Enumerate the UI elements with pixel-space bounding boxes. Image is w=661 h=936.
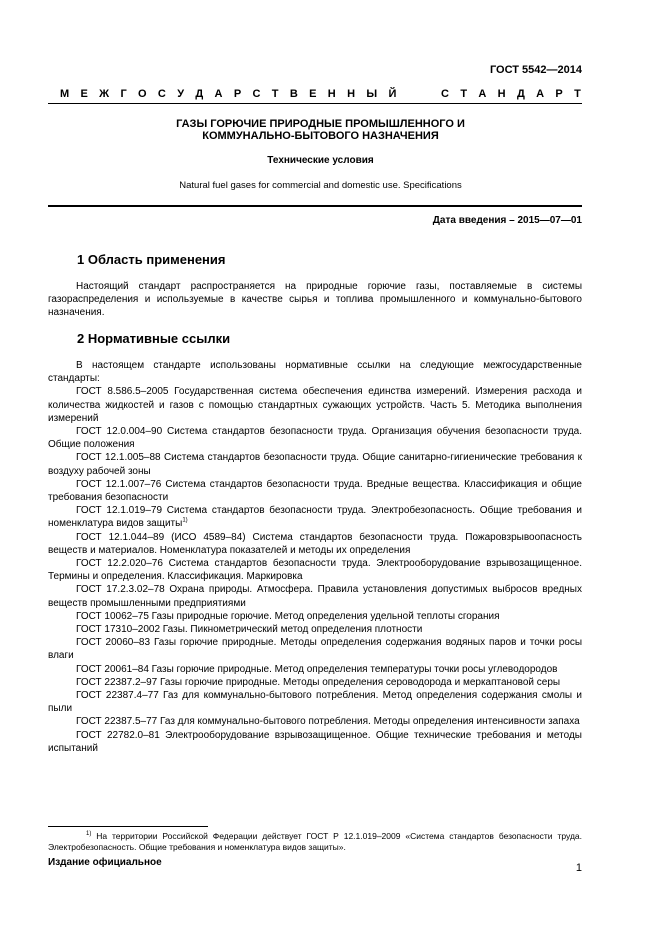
references-intro: В настоящем стандарте использованы нормативные ссылки на следующие межгосударственные стандарты: [48,360,582,385]
banner-letter: Е [80,88,88,100]
banner-letter: В [289,88,298,100]
reference-text: ГОСТ 12.2.020–76 Система стандартов безопасности труда. Электрооборудование взрывозащищенное. Термины и определения. Классификация. Маркировка [48,558,582,583]
banner-letter: А [214,88,223,100]
banner-letter: Е [309,88,317,100]
banner-letter: Т [271,88,279,100]
footnote-rule [48,826,208,827]
reference-text: ГОСТ 20061–84 Газы горючие природные. Метод определения температуры точки росы углеводородов [76,663,558,675]
reference-text: ГОСТ 12.1.044–89 (ИСО 4589–84) Система стандартов безопасности труда. Пожаровзрывоопасность веществ и материалов. Номенклатура показателей и методы их определения [48,531,582,556]
banner-letter: Г [120,88,127,100]
banner-letter: О [138,88,147,100]
document-subtitle: Технические условия [267,155,374,166]
reference-text: ГОСТ 22387.2–97 Газы горючие природные. Методы определения сероводорода и меркаптановой серы [76,676,561,688]
scope-section-body [48,280,582,320]
banner-letter: А [536,88,545,100]
footnote [48,831,582,853]
reference-text: ГОСТ 22782.0–81 Электрооборудование взрывозащищенное. Общие технические требования и методы испытаний [48,729,582,754]
reference-text: ГОСТ 10062–75 Газы природные горючие. Метод определения удельной теплоты сгорания [76,610,500,622]
banner-letter: Р [233,88,242,100]
banner-letter: М [60,88,70,100]
banner-letter: Т [460,88,468,100]
reference-item [48,531,582,557]
reference-item [48,557,582,583]
reference-text: ГОСТ 12.1.005–88 Система стандартов безопасности труда. Общие санитарно-гигиенические требования к воздуху рабочей зоны [48,452,582,477]
reference-item [48,729,582,755]
reference-item [48,623,582,636]
banner-letter: Д [516,88,525,100]
banner-letter: Н [497,88,506,100]
reference-item [48,636,582,662]
reference-item [48,689,582,715]
normative-references-body [48,359,582,755]
scope-paragraph: Настоящий стандарт распространяется на природные горючие газы, поставляемые в системы газораспределения и используемые в качестве сырья и топлива промышленного и коммунально-бытового назначения. [48,281,582,319]
reference-item [48,610,582,623]
banner-letter: Р [555,88,563,100]
banner-letter: Ж [99,88,110,100]
banner-letter: А [478,88,487,100]
document-title-line2: КОММУНАЛЬНО-БЫТОВОГО НАЗНАЧЕНИЯ [202,130,439,142]
reference-text: ГОСТ 20060–83 Газы горючие природные. Методы определения содержания водяных паров и точки росы влаги [48,637,582,662]
reference-text: ГОСТ 17310–2002 Газы. Пикнометрический метод определения плотности [76,624,423,636]
banner-letter: С [157,88,166,100]
banner-letter: Н [327,88,336,100]
reference-text: ГОСТ 22387.5–77 Газ для коммунально-бытового потребления. Методы определения интенсивности запаха [76,716,580,728]
reference-text: ГОСТ 8.586.5–2005 Государственная система обеспечения единства измерений. Измерения расхода и количества жидкостей и газов с помощью стандартных сужающих устройств. Часть 5. Методика выполнения измерений [48,386,582,424]
footnote-marker: 1) [86,831,92,838]
reference-item [48,451,582,477]
section-heading-scope: 1 Область применения [77,252,226,267]
reference-item [48,715,582,728]
section-heading-normative-references: 2 Нормативные ссылки [77,331,231,346]
document-code: ГОСТ 5542—2014 [489,64,582,76]
reference-item [48,425,582,451]
title-rule [48,205,582,207]
reference-text: ГОСТ 17.2.3.02–78 Охрана природы. Атмосфера. Правила установления допустимых выбросов вредных веществ промышленными предприятиями [48,584,582,609]
reference-item [48,676,582,689]
reference-text: ГОСТ 12.0.004–90 Система стандартов безопасности труда. Организация обучения безопасности труда. Общие положения [48,426,582,451]
banner-letter: Н [347,88,356,100]
reference-text: ГОСТ 12.1.007–76 Система стандартов безопасности труда. Вредные вещества. Классификация и общие требования безопасности [48,478,582,504]
banner-letter: Ы [366,88,378,100]
banner-letter: Т [574,88,581,100]
introduction-date: Дата введения – 2015—07—01 [432,215,582,226]
header-rule [48,103,582,104]
official-edition-label: Издание официальное [48,857,162,868]
reference-item [48,504,582,530]
reference-item [48,478,582,504]
reference-text: ГОСТ 12.1.019–79 Система стандартов безопасности труда. Электробезопасность. Общие требования и номенклатура видов защиты [48,505,582,530]
document-title-line1: ГАЗЫ ГОРЮЧИЕ ПРИРОДНЫЕ ПРОМЫШЛЕННОГО И [176,118,465,130]
interstate-standard-banner [60,88,581,100]
footnote-text: На территории Российской Федерации действует ГОСТ Р 12.1.019–2009 «Система стандартов безопасности труда. Электробезопасность. Общие требования и номенклатура видов защиты». [48,831,582,852]
banner-word-gap [408,88,430,100]
reference-item [48,583,582,609]
page-number: 1 [575,862,582,874]
reference-item [48,385,582,425]
banner-letter: С [252,88,261,100]
footnote-reference: 1) [182,518,188,525]
banner-letter: Й [388,88,397,100]
english-title: Natural fuel gases for commercial and domestic use. Specifications [179,180,462,191]
reference-item [48,663,582,676]
reference-text: ГОСТ 22387.4–77 Газ для коммунально-бытового потребления. Метод определения содержания смолы и пыли [48,690,582,715]
banner-letter: С [441,88,449,100]
banner-letter: У [177,88,185,100]
banner-letter: Д [195,88,204,100]
references-list [48,385,582,755]
